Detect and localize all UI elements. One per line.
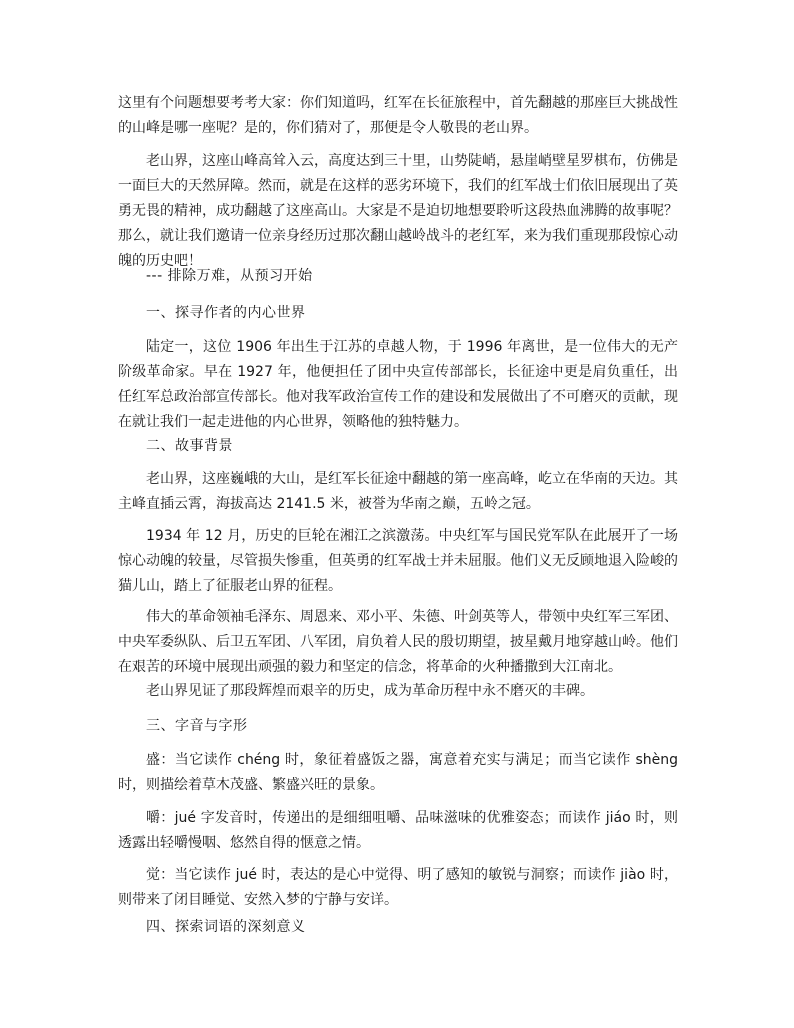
pronunciation-jiao-paragraph: 觉：当它读作 jué 时，表达的是心中觉得、明了感知的敏锐与洞察；而读作 jiào 时，则带来了闭目睡觉、安然入梦的宁静与安详。 [118, 867, 678, 908]
author-paragraph: 陆定一，这位 1906 年出生于江苏的卓越人物，于 1996 年离世，是一位伟大的无产阶级革命家。早在 1927 年，他便担任了团中央宣传部部长，长征途中更是肩负重任，出任红军总政治部宣传部长。他对我军政治宣传工作的建设和发展做出了不可磨灭的贡献，现在就让我们一起走进他的内心世界，领略他的独特魅力。 [118, 339, 678, 430]
pronunciation-sheng-paragraph: 盛：当它读作 chéng 时，象征着盛饭之器，寓意着充实与满足；而当它读作 shèng 时，则描绘着草木茂盛、繁盛兴旺的景象。 [118, 752, 678, 793]
background-paragraph-1: 老山界，这座巍峨的大山，是红军长征途中翻越的第一座高峰，屹立在华南的天边。其主峰直插云霄，海拔高达 2141.5 米，被誉为华南之巅，五岭之冠。 [118, 471, 678, 512]
pronunciation-jue-paragraph: 嚼：jué 字发音时，传递出的是细细咀嚼、品味滋味的优雅姿态；而读作 jiáo 时，则透露出轻嚼慢咽、悠然自得的惬意之情。 [118, 810, 678, 851]
preview-heading: --- 排除万难，从预习开始 [146, 268, 313, 284]
section-vocabulary-heading: 四、探索词语的深刻意义 [146, 919, 306, 935]
laoshanjie-description-paragraph: 老山界，这座山峰高耸入云，高度达到三十里，山势陡峭，悬崖峭壁星罗棋布，仿佛是一面巨大的天然屏障。然而，就是在这样的恶劣环境下，我们的红军战士们依旧展现出了英勇无畏的精神，成功翻越了这座高山。大家是不是迫切地想要聆听这段热血沸腾的故事呢？那么，就让我们邀请一位亲身经历过那次翻山越岭战斗的老红军，来为我们重现那段惊心动魄的历史吧！ [118, 153, 678, 269]
intro-paragraph: 这里有个问题想要考考大家：你们知道吗，红军在长征旅程中，首先翻越的那座巨大挑战性的山峰是哪一座呢？是的，你们猜对了，那便是令人敬畏的老山界。 [118, 95, 678, 136]
background-paragraph-4: 老山界见证了那段辉煌而艰辛的历史，成为革命历程中永不磨灭的丰碑。 [146, 683, 594, 699]
section-background-heading: 二、故事背景 [146, 438, 233, 454]
section-pronunciation-heading: 三、字音与字形 [146, 718, 248, 734]
background-paragraph-3: 伟大的革命领袖毛泽东、周恩来、邓小平、朱德、叶剑英等人，带领中央红军三军团、中央军委纵队、后卫五军团、八军团，肩负着人民的殷切期望，披星戴月地穿越山岭。他们在艰苦的环境中展现出顽强的毅力和坚定的信念，将革命的火种播撒到大江南北。 [118, 609, 678, 675]
section-author-heading: 一、探寻作者的内心世界 [146, 305, 306, 321]
background-paragraph-2: 1934 年 12 月，历史的巨轮在湘江之滨激荡。中央红军与国民党军队在此展开了一场惊心动魄的较量，尽管损失惨重，但英勇的红军战士并未屈服。他们义无反顾地退入险峻的猫儿山，踏上了征服老山界的征程。 [118, 528, 678, 594]
